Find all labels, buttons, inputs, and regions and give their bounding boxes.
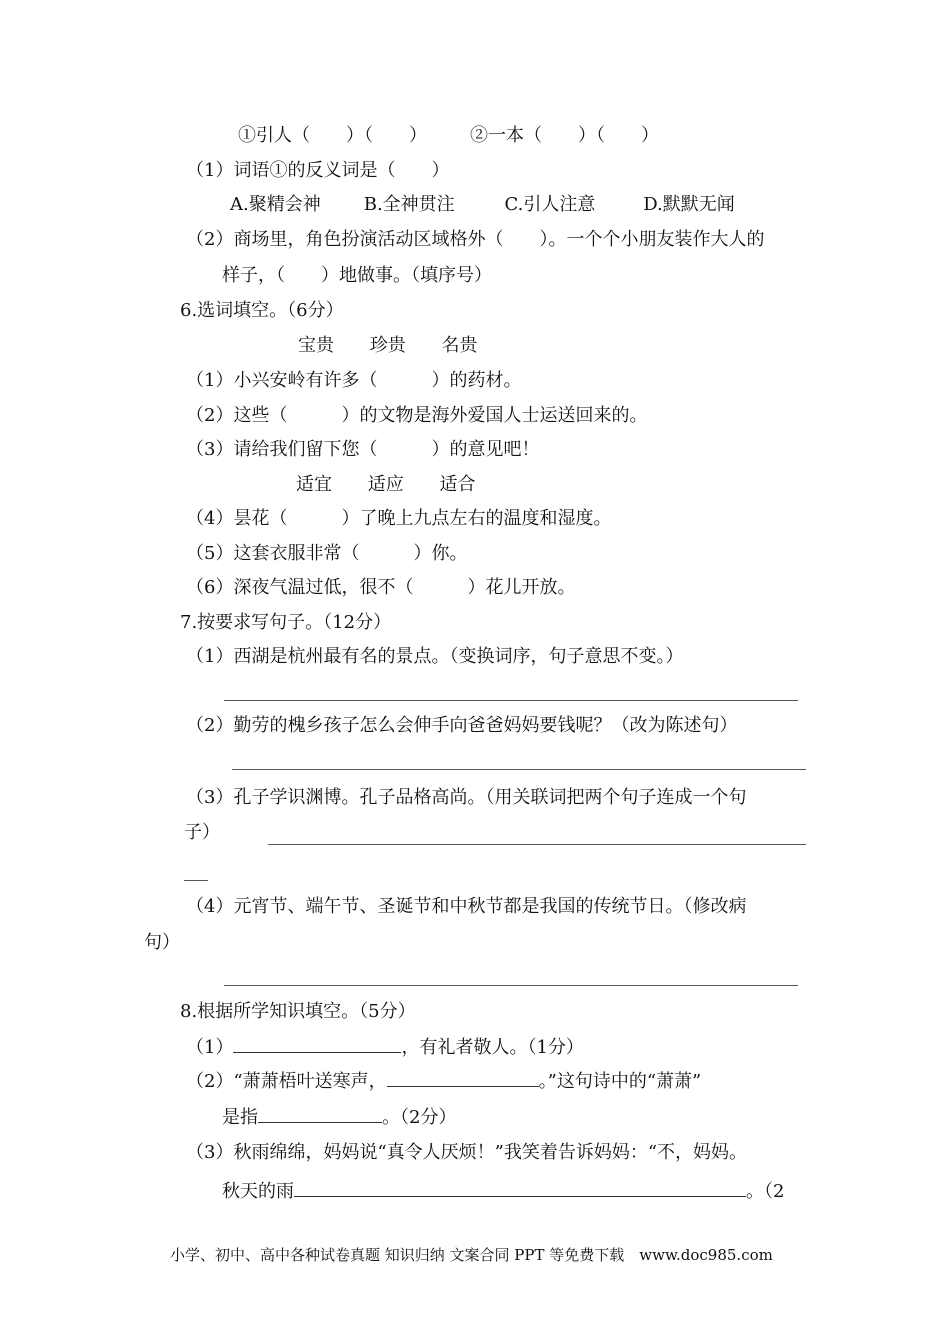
q8-item-3b-suffix: 。（2 [746, 1181, 785, 1202]
fill-blank-3[interactable] [258, 1104, 382, 1123]
idiom-2: ②一本（ ）（ ） [470, 125, 659, 146]
fill-blank-4[interactable] [294, 1178, 746, 1197]
answer-line-2[interactable] [232, 769, 806, 770]
q7-sentence-1: （1）西湖是杭州最有名的景点。（变换词序，句子意思不变。） [186, 646, 684, 667]
option-d: D.默默无闻 [643, 194, 735, 215]
answer-line-3-wrap[interactable] [184, 880, 208, 881]
idiom-1: ①引人（ ）（ ） [238, 125, 427, 146]
q6-word-group-2 [296, 472, 475, 498]
q7-sentence-3b: 子） [184, 822, 220, 843]
q5-sub1: （1）词语①的反义词是（ ） [186, 160, 450, 181]
q7-sentence-4a: （4）元宵节、端午节、圣诞节和中秋节都是我国的传统节日。（修改病 [186, 896, 747, 917]
word: 适宜 [296, 474, 332, 495]
q6-item-4: （4）昙花（ ）了晚上九点左右的温度和湿度。 [186, 508, 612, 529]
q8-item-2 [186, 1068, 701, 1095]
q6-word-group-1 [298, 333, 477, 359]
q8-title: 8.根据所学知识填空。（5分） [180, 1001, 416, 1022]
q6-title: 6.选词填空。（6分） [180, 300, 344, 321]
option-a: A.聚精会神 [230, 194, 321, 215]
q8-item-2b [222, 1104, 456, 1131]
q6-item-2: （2）这些（ ）的文物是海外爱国人士运送回来的。 [186, 405, 648, 426]
q5-sub2-line1: （2）商场里，角色扮演活动区域格外（ ）。一个个小朋友装作大人的 [186, 229, 765, 250]
q8-item-2b-suffix: 。（2分） [382, 1107, 457, 1128]
answer-line-1[interactable] [224, 700, 798, 701]
q8-item-3a: （3）秋雨绵绵，妈妈说“真令人厌烦！”我笑着告诉妈妈：“不，妈妈。 [186, 1142, 748, 1163]
answer-line-4[interactable] [224, 985, 798, 986]
option-c: C.引人注意 [504, 194, 596, 215]
word: 适合 [439, 474, 476, 495]
q6-item-5: （5）这套衣服非常（ ）你。 [186, 543, 468, 564]
page-footer: 小学、初中、高中各种试卷真题 知识归纳 文案合同 PPT 等免费下载 www.doc985.com [170, 1246, 773, 1264]
q7-sentence-2: （2）勤劳的槐乡孩子怎么会伸手向爸爸妈妈要钱呢？（改为陈述句） [186, 715, 738, 736]
q8-item-3b-prefix: 秋天的雨 [222, 1181, 294, 1202]
q6-item-6: （6）深夜气温过低，很不（ ）花儿开放。 [186, 577, 576, 598]
q6-item-3: （3）请给我们留下您（ ）的意见吧！ [186, 439, 540, 460]
q8-item-1-prefix: （1） [186, 1037, 234, 1058]
q8-item-2-suffix: 。”这句诗中的“萧萧” [538, 1071, 702, 1092]
word: 宝贵 [298, 335, 334, 356]
q5-sub1-options [230, 192, 735, 218]
q8-item-2b-prefix: 是指 [222, 1107, 258, 1128]
q7-sentence-4b: 句） [144, 932, 180, 953]
word: 珍贵 [369, 335, 406, 356]
q8-item-2-prefix: （2）“萧萧梧叶送寒声， [186, 1071, 387, 1092]
word: 适应 [367, 474, 404, 495]
answer-line-3[interactable] [268, 844, 806, 845]
q8-item-3b [222, 1178, 784, 1205]
q6-item-1: （1）小兴安岭有许多（ ）的药材。 [186, 370, 522, 391]
q7-sentence-3a: （3）孔子学识渊博。孔子品格高尚。（用关联词把两个句子连成一个句 [186, 787, 747, 808]
q5-sub2-line2: 样子，（ ）地做事。（填序号） [222, 265, 492, 286]
fill-blank-1[interactable] [233, 1034, 401, 1053]
q8-item-1-suffix: ，有礼者敬人。（1分） [401, 1037, 584, 1058]
q8-item-1 [186, 1034, 584, 1061]
fill-blank-2[interactable] [387, 1068, 539, 1087]
word: 名贵 [441, 335, 478, 356]
q7-title: 7.按要求写句子。（12分） [180, 612, 392, 633]
option-b: B.全神贯注 [363, 194, 455, 215]
